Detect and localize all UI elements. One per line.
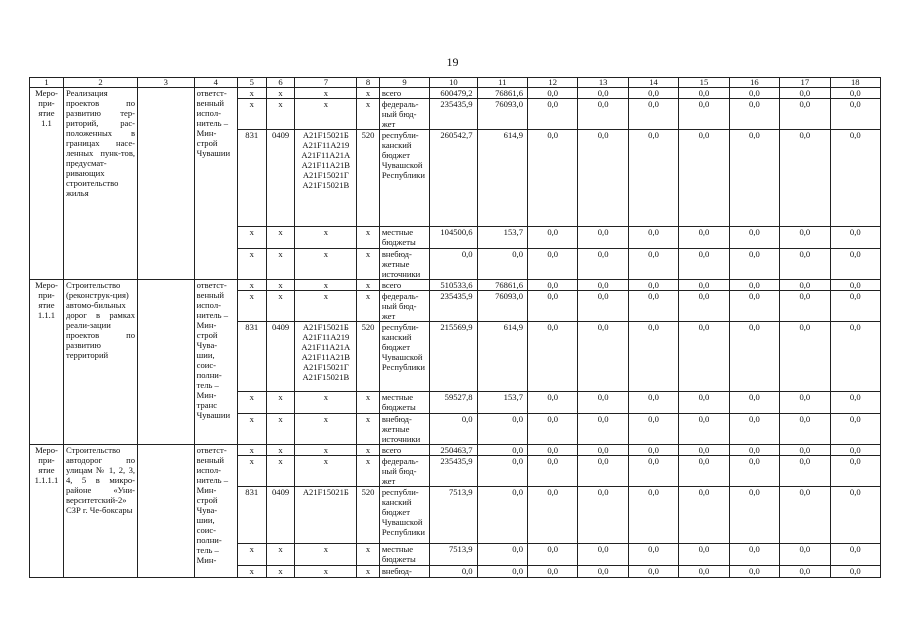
target-article-code: x: [295, 544, 357, 566]
amount-col-12: 0,0: [528, 227, 578, 249]
amount-col-13: 0,0: [578, 322, 628, 392]
amount-col-15: 0,0: [679, 130, 729, 227]
amount-col-13: 0,0: [578, 280, 628, 291]
expense-type-code: x: [357, 414, 380, 445]
grbs-code: 831: [237, 487, 266, 544]
amount-col-14: 0,0: [628, 392, 678, 414]
expense-type-code: 520: [357, 130, 380, 227]
amount-col-11: 0,0: [477, 566, 527, 578]
grbs-code: x: [237, 566, 266, 578]
amount-col-15: 0,0: [679, 99, 729, 130]
expense-type-code: x: [357, 88, 380, 99]
amount-col-17: 0,0: [780, 291, 830, 322]
target-article-code: x: [295, 445, 357, 456]
amount-col-10: 7513,9: [430, 544, 477, 566]
event-name: Реализация проектов по развитию тер-риторий, рас-положенных в границах насе-ленных пунк-тов, предусмат-ривающих строительство жилья: [63, 88, 137, 280]
grbs-code: x: [237, 544, 266, 566]
amount-col-11: 153,7: [477, 227, 527, 249]
grbs-code: x: [237, 88, 266, 99]
amount-col-17: 0,0: [780, 322, 830, 392]
amount-col-10: 235435,9: [430, 456, 477, 487]
amount-col-15: 0,0: [679, 322, 729, 392]
section-code: x: [266, 445, 295, 456]
amount-col-14: 0,0: [628, 544, 678, 566]
amount-col-18: 0,0: [830, 99, 880, 130]
expense-type-code: x: [357, 392, 380, 414]
amount-col-11: 153,7: [477, 392, 527, 414]
amount-col-12: 0,0: [528, 487, 578, 544]
amount-col-11: 0,0: [477, 249, 527, 280]
amount-col-10: 104500,6: [430, 227, 477, 249]
amount-col-16: 0,0: [729, 130, 779, 227]
amount-col-14: 0,0: [628, 99, 678, 130]
amount-col-18: 0,0: [830, 227, 880, 249]
amount-col-15: 0,0: [679, 487, 729, 544]
table-row: [30, 445, 881, 456]
column-number: 2: [63, 78, 137, 88]
funding-source: республи- канский бюджет Чувашской Республики: [379, 487, 429, 544]
funding-source: республи- канский бюджет Чувашской Республики: [379, 130, 429, 227]
amount-col-15: 0,0: [679, 566, 729, 578]
amount-col-12: 0,0: [528, 445, 578, 456]
target-article-code: A21F15021Б A21F11A219 A21F11A21A A21F11A21B A21F15021Г A21F15021В: [295, 130, 357, 227]
table-row: [30, 88, 881, 99]
amount-col-12: 0,0: [528, 414, 578, 445]
amount-col-12: 0,0: [528, 99, 578, 130]
column-number: 12: [528, 78, 578, 88]
grbs-code: x: [237, 249, 266, 280]
amount-col-11: 76093,0: [477, 291, 527, 322]
column-number: 11: [477, 78, 527, 88]
expense-type-code: x: [357, 291, 380, 322]
amount-col-16: 0,0: [729, 456, 779, 487]
amount-col-10: 0,0: [430, 414, 477, 445]
executor: ответст- венный испол- нитель – Мин- строй Чува- шии, соис- полни- тель – Мин-: [194, 445, 237, 578]
section-code: x: [266, 291, 295, 322]
section-code: x: [266, 544, 295, 566]
column-number: 8: [357, 78, 380, 88]
amount-col-12: 0,0: [528, 130, 578, 227]
column-number: 18: [830, 78, 880, 88]
funding-source: всего: [379, 280, 429, 291]
amount-col-18: 0,0: [830, 291, 880, 322]
column-3-cell: [138, 280, 195, 445]
funding-source: всего: [379, 88, 429, 99]
amount-col-16: 0,0: [729, 566, 779, 578]
column-number: 16: [729, 78, 779, 88]
column-number-row: [30, 78, 881, 88]
event-name: Строительство (реконструк-ция) автомо-бильных дорог в рамках реали-зации проектов по развитию территорий: [63, 280, 137, 445]
event-number: Меро- при- ятие 1.1.1.1: [30, 445, 64, 578]
amount-col-14: 0,0: [628, 280, 678, 291]
section-code: x: [266, 456, 295, 487]
amount-col-16: 0,0: [729, 88, 779, 99]
amount-col-11: 0,0: [477, 456, 527, 487]
amount-col-18: 0,0: [830, 392, 880, 414]
amount-col-17: 0,0: [780, 392, 830, 414]
amount-col-16: 0,0: [729, 544, 779, 566]
column-number: 13: [578, 78, 628, 88]
amount-col-16: 0,0: [729, 99, 779, 130]
amount-col-12: 0,0: [528, 280, 578, 291]
event-number: Меро- при- ятие 1.1: [30, 88, 64, 280]
section-code: 0409: [266, 130, 295, 227]
amount-col-14: 0,0: [628, 227, 678, 249]
amount-col-10: 250463,7: [430, 445, 477, 456]
event-name: Строительство автодорог по улицам № 1, 2, 3, 4, 5 в микро-районе «Уни-верситетский-2» СЗР г. Че-боксары: [63, 445, 137, 578]
amount-col-14: 0,0: [628, 414, 678, 445]
amount-col-13: 0,0: [578, 88, 628, 99]
amount-col-10: 0,0: [430, 566, 477, 578]
column-number: 17: [780, 78, 830, 88]
amount-col-10: 235435,9: [430, 99, 477, 130]
amount-col-15: 0,0: [679, 88, 729, 99]
amount-col-11: 76093,0: [477, 99, 527, 130]
funding-source: республи- канский бюджет Чувашской Республики: [379, 322, 429, 392]
amount-col-11: 76861,6: [477, 280, 527, 291]
funding-source: внебюд- жетные источники: [379, 414, 429, 445]
grbs-code: x: [237, 291, 266, 322]
amount-col-14: 0,0: [628, 322, 678, 392]
column-number: 7: [295, 78, 357, 88]
amount-col-12: 0,0: [528, 322, 578, 392]
amount-col-14: 0,0: [628, 88, 678, 99]
amount-col-16: 0,0: [729, 414, 779, 445]
column-number: 15: [679, 78, 729, 88]
amount-col-13: 0,0: [578, 130, 628, 227]
column-number: 9: [379, 78, 429, 88]
section-code: x: [266, 227, 295, 249]
target-article-code: x: [295, 566, 357, 578]
target-article-code: x: [295, 227, 357, 249]
executor: ответст- венный испол- нитель – Мин- строй Чувашии: [194, 88, 237, 280]
section-code: x: [266, 392, 295, 414]
grbs-code: x: [237, 227, 266, 249]
grbs-code: 831: [237, 130, 266, 227]
amount-col-13: 0,0: [578, 456, 628, 487]
amount-col-10: 59527,8: [430, 392, 477, 414]
amount-col-11: 0,0: [477, 487, 527, 544]
amount-col-13: 0,0: [578, 445, 628, 456]
expense-type-code: x: [357, 544, 380, 566]
amount-col-13: 0,0: [578, 291, 628, 322]
amount-col-11: 0,0: [477, 544, 527, 566]
amount-col-14: 0,0: [628, 249, 678, 280]
table-row: [30, 280, 881, 291]
amount-col-18: 0,0: [830, 456, 880, 487]
grbs-code: x: [237, 99, 266, 130]
amount-col-14: 0,0: [628, 130, 678, 227]
column-number: 3: [138, 78, 195, 88]
section-code: x: [266, 280, 295, 291]
target-article-code: x: [295, 392, 357, 414]
amount-col-11: 0,0: [477, 445, 527, 456]
column-number: 14: [628, 78, 678, 88]
section-code: 0409: [266, 487, 295, 544]
amount-col-16: 0,0: [729, 322, 779, 392]
amount-col-17: 0,0: [780, 414, 830, 445]
amount-col-17: 0,0: [780, 130, 830, 227]
grbs-code: x: [237, 392, 266, 414]
grbs-code: x: [237, 456, 266, 487]
amount-col-17: 0,0: [780, 249, 830, 280]
amount-col-10: 0,0: [430, 249, 477, 280]
event-number: Меро- при- ятие 1.1.1: [30, 280, 64, 445]
amount-col-15: 0,0: [679, 445, 729, 456]
amount-col-14: 0,0: [628, 487, 678, 544]
column-number: 10: [430, 78, 477, 88]
column-number: 6: [266, 78, 295, 88]
section-code: x: [266, 88, 295, 99]
amount-col-13: 0,0: [578, 414, 628, 445]
grbs-code: x: [237, 445, 266, 456]
amount-col-13: 0,0: [578, 249, 628, 280]
amount-col-17: 0,0: [780, 544, 830, 566]
section-code: x: [266, 99, 295, 130]
amount-col-16: 0,0: [729, 249, 779, 280]
target-article-code: A21F15021Б: [295, 487, 357, 544]
amount-col-14: 0,0: [628, 291, 678, 322]
target-article-code: x: [295, 291, 357, 322]
amount-col-15: 0,0: [679, 249, 729, 280]
amount-col-12: 0,0: [528, 544, 578, 566]
amount-col-10: 235435,9: [430, 291, 477, 322]
section-code: x: [266, 566, 295, 578]
budget-table: [29, 77, 881, 578]
amount-col-12: 0,0: [528, 249, 578, 280]
target-article-code: x: [295, 280, 357, 291]
amount-col-15: 0,0: [679, 227, 729, 249]
funding-source: федераль- ный бюд- жет: [379, 456, 429, 487]
funding-source: местные бюджеты: [379, 392, 429, 414]
amount-col-13: 0,0: [578, 544, 628, 566]
amount-col-18: 0,0: [830, 566, 880, 578]
amount-col-10: 510533,6: [430, 280, 477, 291]
amount-col-15: 0,0: [679, 456, 729, 487]
column-number: 4: [194, 78, 237, 88]
expense-type-code: 520: [357, 487, 380, 544]
amount-col-14: 0,0: [628, 445, 678, 456]
amount-col-13: 0,0: [578, 566, 628, 578]
column-3-cell: [138, 88, 195, 280]
expense-type-code: x: [357, 566, 380, 578]
grbs-code: 831: [237, 322, 266, 392]
amount-col-10: 215569,9: [430, 322, 477, 392]
column-number: 5: [237, 78, 266, 88]
amount-col-16: 0,0: [729, 445, 779, 456]
page-number: 19: [446, 55, 459, 69]
amount-col-13: 0,0: [578, 99, 628, 130]
funding-source: внебюд- жетные источники: [379, 249, 429, 280]
funding-source: всего: [379, 445, 429, 456]
funding-source: внебюд-: [379, 566, 429, 578]
amount-col-12: 0,0: [528, 566, 578, 578]
column-number: 1: [30, 78, 64, 88]
amount-col-13: 0,0: [578, 227, 628, 249]
amount-col-12: 0,0: [528, 88, 578, 99]
amount-col-12: 0,0: [528, 392, 578, 414]
amount-col-16: 0,0: [729, 280, 779, 291]
amount-col-18: 0,0: [830, 249, 880, 280]
amount-col-12: 0,0: [528, 456, 578, 487]
amount-col-11: 76861,6: [477, 88, 527, 99]
amount-col-10: 7513,9: [430, 487, 477, 544]
amount-col-11: 0,0: [477, 414, 527, 445]
expense-type-code: x: [357, 249, 380, 280]
section-code: x: [266, 249, 295, 280]
amount-col-17: 0,0: [780, 445, 830, 456]
amount-col-11: 614,9: [477, 130, 527, 227]
amount-col-18: 0,0: [830, 487, 880, 544]
amount-col-16: 0,0: [729, 227, 779, 249]
section-code: x: [266, 414, 295, 445]
amount-col-17: 0,0: [780, 99, 830, 130]
target-article-code: A21F15021Б A21F11A219 A21F11A21A A21F11A21B A21F15021Г A21F15021В: [295, 322, 357, 392]
amount-col-15: 0,0: [679, 544, 729, 566]
amount-col-13: 0,0: [578, 392, 628, 414]
section-code: 0409: [266, 322, 295, 392]
expense-type-code: x: [357, 445, 380, 456]
amount-col-18: 0,0: [830, 544, 880, 566]
funding-source: местные бюджеты: [379, 227, 429, 249]
amount-col-15: 0,0: [679, 414, 729, 445]
amount-col-18: 0,0: [830, 322, 880, 392]
target-article-code: x: [295, 456, 357, 487]
target-article-code: x: [295, 249, 357, 280]
amount-col-10: 260542,7: [430, 130, 477, 227]
amount-col-17: 0,0: [780, 487, 830, 544]
amount-col-17: 0,0: [780, 280, 830, 291]
amount-col-17: 0,0: [780, 227, 830, 249]
amount-col-18: 0,0: [830, 280, 880, 291]
amount-col-16: 0,0: [729, 392, 779, 414]
grbs-code: x: [237, 414, 266, 445]
expense-type-code: x: [357, 227, 380, 249]
target-article-code: x: [295, 414, 357, 445]
amount-col-10: 600479,2: [430, 88, 477, 99]
expense-type-code: x: [357, 456, 380, 487]
funding-source: федераль- ный бюд- жет: [379, 99, 429, 130]
target-article-code: x: [295, 88, 357, 99]
amount-col-15: 0,0: [679, 291, 729, 322]
funding-source: местные бюджеты: [379, 544, 429, 566]
grbs-code: x: [237, 280, 266, 291]
target-article-code: x: [295, 99, 357, 130]
executor: ответст- венный испол- нитель – Мин- строй Чува- шии, соис- полни- тель – Мин- транс Чувашии: [194, 280, 237, 445]
amount-col-18: 0,0: [830, 414, 880, 445]
amount-col-18: 0,0: [830, 130, 880, 227]
amount-col-18: 0,0: [830, 445, 880, 456]
expense-type-code: 520: [357, 322, 380, 392]
expense-type-code: x: [357, 280, 380, 291]
amount-col-17: 0,0: [780, 566, 830, 578]
amount-col-17: 0,0: [780, 88, 830, 99]
amount-col-16: 0,0: [729, 291, 779, 322]
amount-col-15: 0,0: [679, 280, 729, 291]
amount-col-14: 0,0: [628, 566, 678, 578]
amount-col-15: 0,0: [679, 392, 729, 414]
expense-type-code: x: [357, 99, 380, 130]
funding-source: федераль- ный бюд- жет: [379, 291, 429, 322]
amount-col-14: 0,0: [628, 456, 678, 487]
amount-col-13: 0,0: [578, 487, 628, 544]
amount-col-16: 0,0: [729, 487, 779, 544]
amount-col-18: 0,0: [830, 88, 880, 99]
amount-col-12: 0,0: [528, 291, 578, 322]
column-3-cell: [138, 445, 195, 578]
amount-col-17: 0,0: [780, 456, 830, 487]
amount-col-11: 614,9: [477, 322, 527, 392]
